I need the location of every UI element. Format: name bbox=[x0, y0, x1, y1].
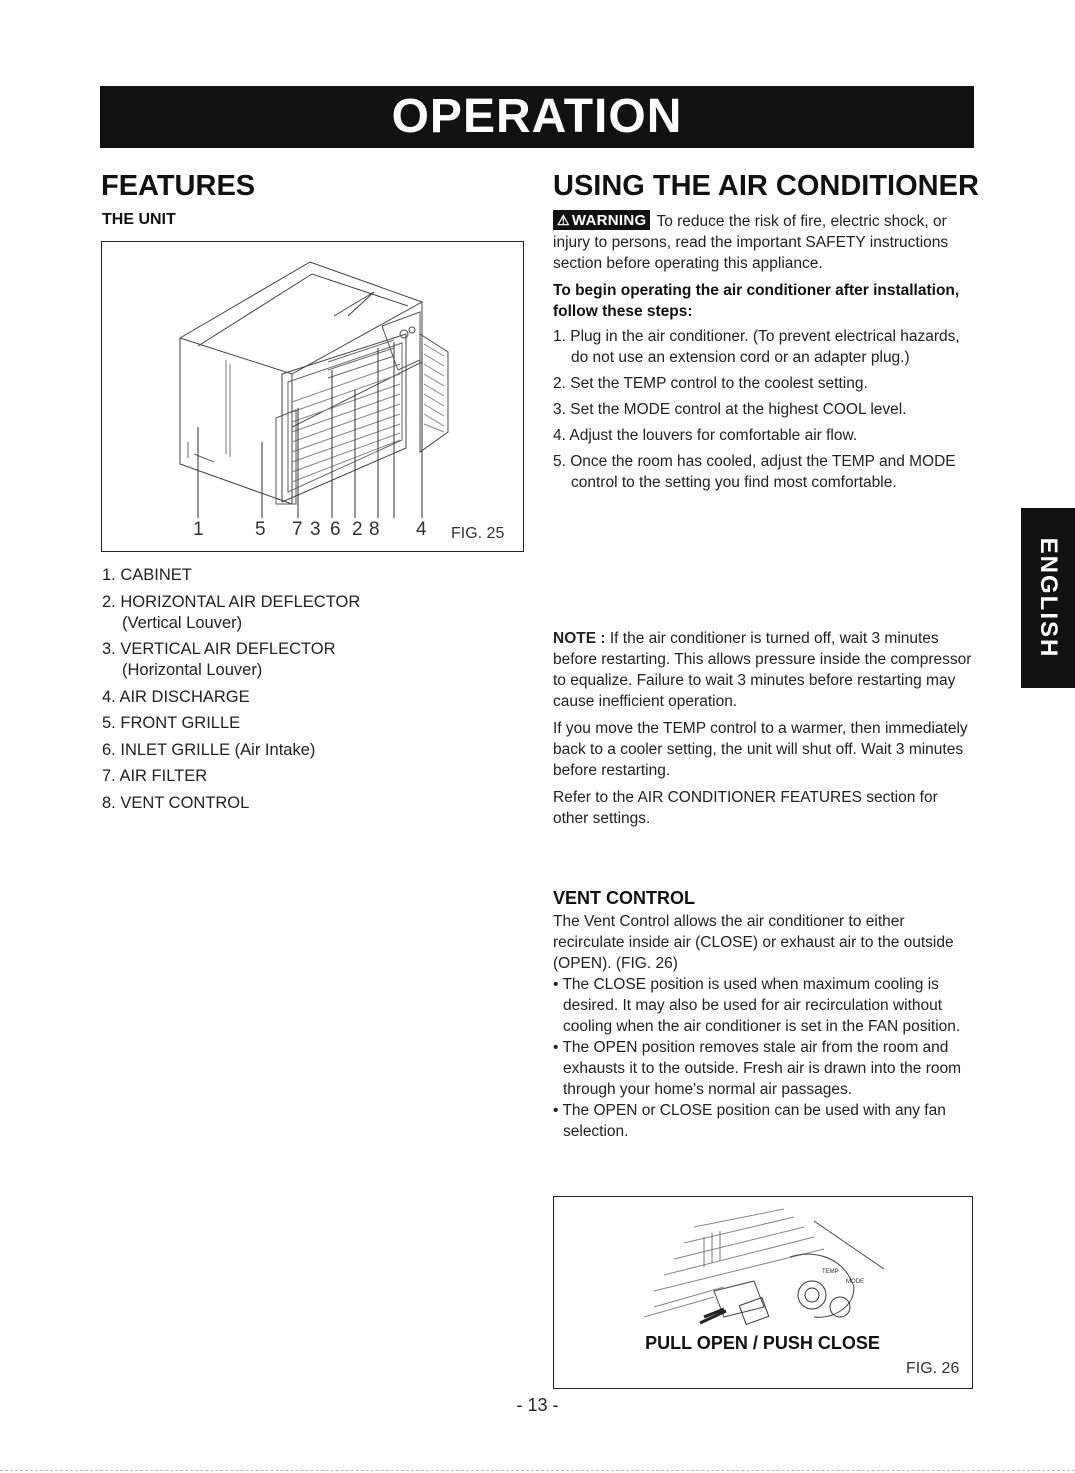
note-paragraph: NOTE : If the air conditioner is turned off, wait 3 minutes before restarting. This allows pressure inside the compressor to equalize. Failure to wait 3 minutes before restarting may cause inefficient operation. bbox=[553, 630, 972, 710]
list-item: 2. Set the TEMP control to the coolest setting. bbox=[553, 375, 868, 392]
callout-label: 5 bbox=[255, 519, 266, 540]
footer-rule bbox=[0, 1470, 1075, 1471]
air-conditioner-illustration bbox=[102, 242, 522, 550]
the-unit-subheading: THE UNIT bbox=[102, 211, 176, 228]
figure-26-vent-diagram bbox=[553, 1196, 973, 1389]
temp-paragraph: If you move the TEMP control to a warmer, then immediately back to a cooler setting, the unit will shut off. Wait 3 minutes before restarting. bbox=[553, 720, 968, 779]
vent-bullets bbox=[553, 974, 973, 1142]
vent-heading: VENT CONTROL bbox=[553, 888, 695, 908]
figure-25-label: FIG. 25 bbox=[451, 525, 505, 542]
features-heading: FEATURES bbox=[101, 170, 256, 202]
list-item: • The OPEN position removes stale air from the room and exhausts it to the outside. Fresh air is drawn into the room through your home's normal air passages. bbox=[553, 1039, 962, 1098]
steps-intro: To begin operating the air conditioner after installation, follow these steps: bbox=[553, 282, 960, 320]
warning-triangle-icon: ⚠ bbox=[557, 212, 570, 228]
knob-label: TEMP bbox=[822, 1269, 839, 1275]
note-block bbox=[553, 628, 973, 829]
section-banner: OPERATION bbox=[100, 86, 974, 148]
list-item: 2. HORIZONTAL AIR DEFLECTOR (Vertical Louver) bbox=[102, 592, 361, 632]
list-item: • The CLOSE position is used when maximum cooling is desired. It may also be used for air recirculation without cooling when the air conditioner is set in the FAN position. bbox=[553, 976, 961, 1035]
figure-25-unit-diagram bbox=[101, 241, 524, 552]
vent-intro: The Vent Control allows the air conditioner to either recirculate inside air (CLOSE) or exhaust air to the outside (OPEN). (FIG. 26) bbox=[553, 913, 954, 972]
vent-control-illustration bbox=[554, 1197, 971, 1387]
parts-list bbox=[102, 565, 422, 819]
list-item: 5. FRONT GRILLE bbox=[102, 714, 241, 732]
warning-badge: ⚠ WARNING bbox=[553, 210, 650, 230]
list-item: 1. Plug in the air conditioner. (To prevent electrical hazards, do not use an extension cord or an adapter plug.) bbox=[553, 328, 960, 366]
list-item: 6. INLET GRILLE (Air Intake) bbox=[102, 740, 316, 759]
callout-label: 2 bbox=[352, 519, 363, 540]
vent-block bbox=[553, 888, 973, 1142]
figure-26-caption: PULL OPEN / PUSH CLOSE bbox=[645, 1333, 880, 1353]
callout-label: 4 bbox=[416, 519, 427, 540]
language-tab: ENGLISH bbox=[1021, 508, 1075, 688]
page-number: - 13 - bbox=[516, 1395, 559, 1415]
list-item: 8. VENT CONTROL bbox=[102, 793, 250, 812]
callout-label: 7 bbox=[292, 519, 303, 540]
list-item: • The OPEN or CLOSE position can be used with any fan selection. bbox=[553, 1102, 946, 1140]
list-item: 4. AIR DISCHARGE bbox=[102, 687, 250, 706]
list-item: 3. VERTICAL AIR DEFLECTOR (Horizontal Louver) bbox=[102, 640, 336, 679]
list-item: 4. Adjust the louvers for comfortable air flow. bbox=[553, 427, 858, 444]
list-item: 1. CABINET bbox=[102, 566, 192, 584]
refer-paragraph: Refer to the AIR CONDITIONER FEATURES section for other settings. bbox=[553, 789, 938, 827]
callout-label: 1 bbox=[193, 519, 204, 540]
warning-block bbox=[553, 210, 973, 498]
warning-text: To reduce the risk of fire, electric shock, or injury to persons, read the important SAFETY instructions section before operating this appliance. bbox=[553, 213, 949, 272]
callout-label: 6 bbox=[330, 519, 341, 540]
list-item: 3. Set the MODE control at the highest COOL level. bbox=[553, 401, 907, 418]
steps-list bbox=[553, 326, 973, 493]
list-item: 5. Once the room has cooled, adjust the TEMP and MODE control to the setting you find most comfortable. bbox=[553, 453, 956, 491]
using-heading: USING THE AIR CONDITIONER bbox=[553, 170, 979, 202]
callout-label: 8 bbox=[369, 519, 380, 540]
callout-label: 3 bbox=[310, 519, 321, 540]
list-item: 7. AIR FILTER bbox=[102, 767, 208, 785]
knob-label: MODE bbox=[846, 1279, 864, 1285]
figure-26-label: FIG. 26 bbox=[906, 1360, 960, 1377]
